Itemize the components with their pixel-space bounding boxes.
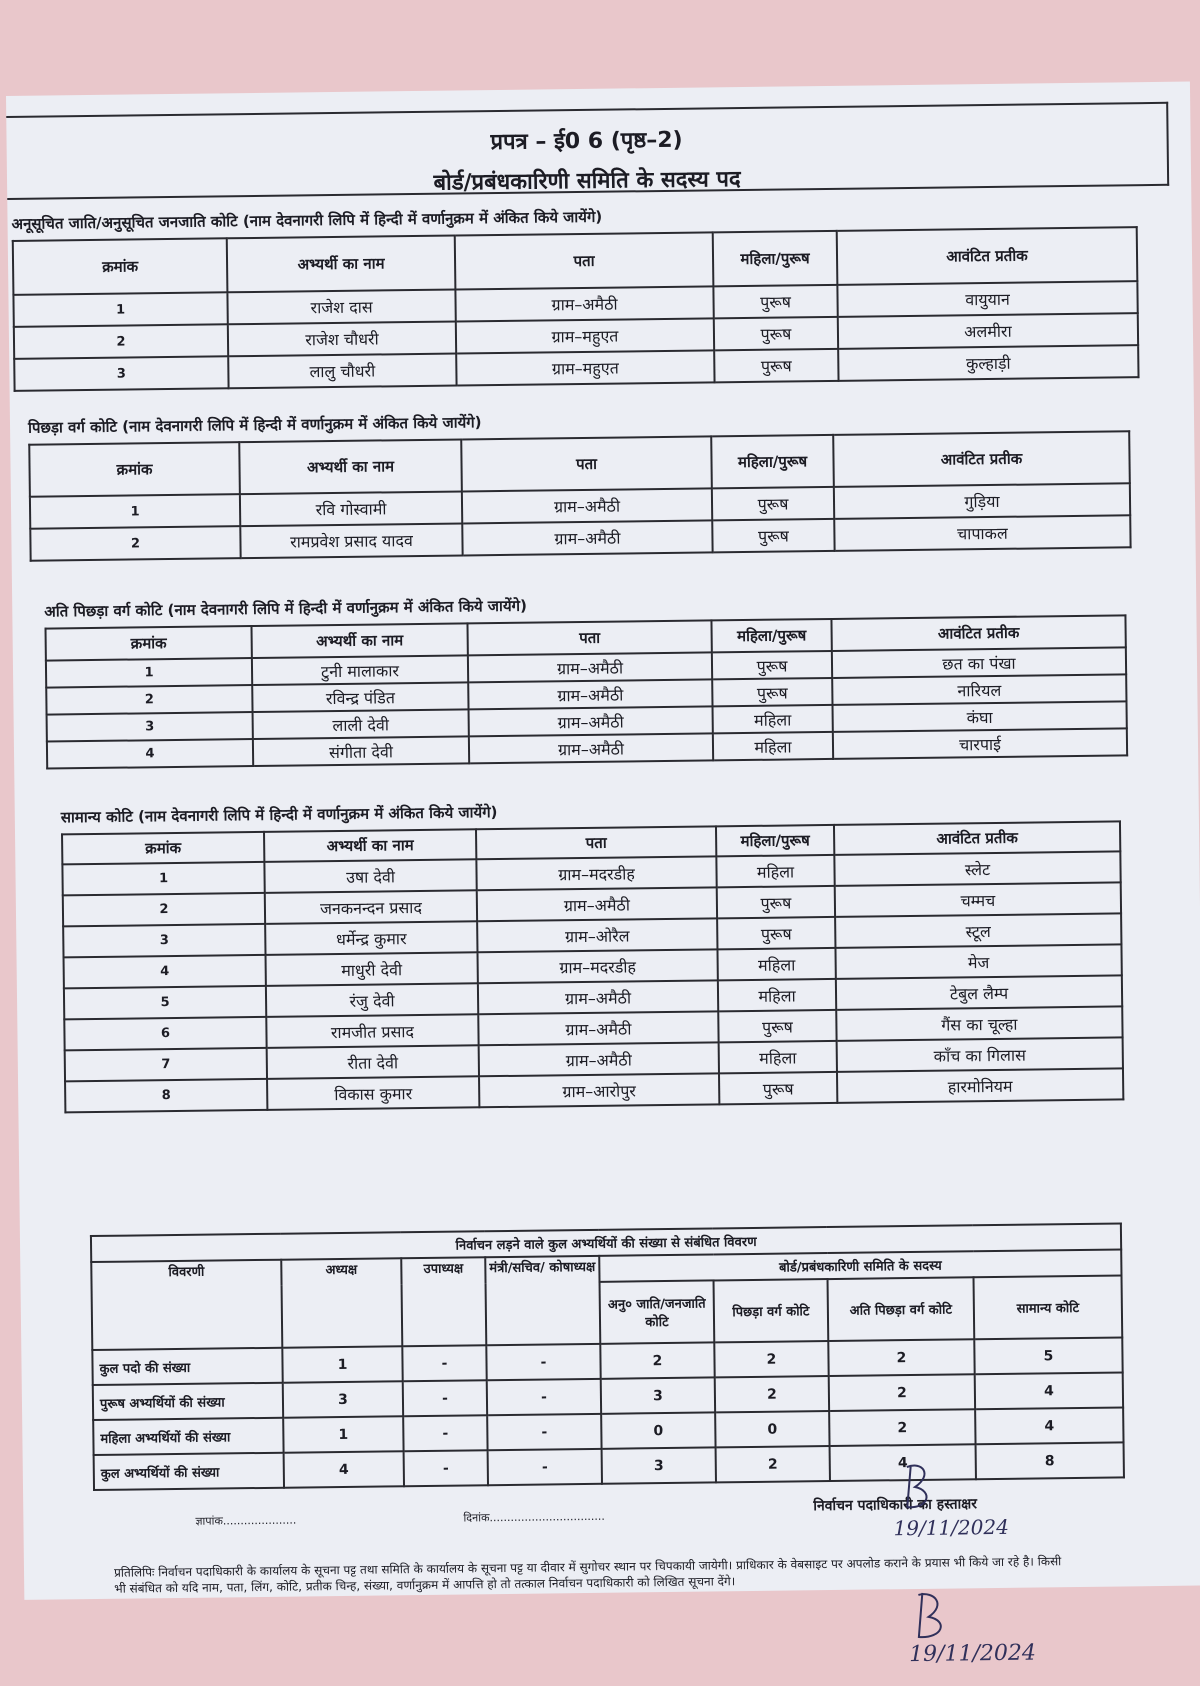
allotted-symbol: गैंस का चूल्हा [836,1006,1122,1040]
summary-value-minister: - [488,1449,602,1485]
summary-row-label: पुरूष अभ्यर्थियों की संख्या [93,1383,283,1420]
summary-col-ebc: अति पिछड़ा वर्ग कोटि [828,1277,975,1341]
summary-col-board: बोर्ड/प्रबंधकारिणी समिति के सदस्य [599,1249,1121,1281]
summary-col-bc: पिछड़ा वर्ग कोटि [714,1279,829,1342]
form-number: प्रपत्र – ई0 6 (पृष्ठ–2) [490,127,683,156]
candidate-name: रामजीत प्रसाद [266,1014,478,1048]
serial-number: 2 [46,685,252,715]
serial-number: 7 [65,1048,267,1081]
allotted-symbol: चापाकल [834,515,1130,551]
candidate-name: लाली देवी [253,709,469,739]
signature-1-date: 19/11/2024 [893,1514,1009,1541]
col-name: अभ्यर्थी का नाम [227,236,456,293]
summary-value-backward: 2 [715,1376,829,1412]
summary-value-general: 5 [974,1337,1122,1374]
ebc-candidates-table [44,614,1128,769]
candidate-name: रंजु देवी [266,983,478,1017]
summary-value-president: 4 [284,1451,404,1487]
signature-2-scribble [904,1589,1045,1671]
summary-value-vice-president: - [404,1450,488,1486]
candidate-name: राजेश दास [227,290,455,325]
candidate-gender: महिला [718,979,836,1011]
summary-title: निर्वाचन लड़ने वाले कुल अभ्यर्थियों की संख्या से संबंधित विवरण [91,1223,1121,1262]
col-address: पता [476,826,716,859]
allotted-symbol: चारपाई [833,728,1127,759]
candidate-address: ग्राम–ओरैल [477,918,717,952]
section-heading-sc-st: अनूसूचित जाति/अनुसूचित जनजाति कोटि (नाम देवनागरी लिपि में हिन्दी में वर्णानुक्रम में अंकित किये जायेंगे) [11,207,603,233]
candidate-gender: महिला [719,1041,837,1073]
col-sn: क्रमांक [13,238,228,295]
summary-value-scst: 0 [601,1412,715,1448]
candidate-name: लालु चौधरी [228,354,456,389]
col-symbol: आवंटित प्रतीक [831,615,1125,651]
col-gender: महिला/पुरूष [711,435,834,488]
candidate-name: टुनी मालाकार [252,655,468,685]
summary-value-ebc: 2 [829,1409,975,1446]
allotted-symbol: मेज [835,944,1121,978]
summary-row-label: कुल अभ्यर्थियों की संख्या [94,1453,284,1490]
candidate-name: माधुरी देवी [266,952,478,986]
candidate-name: उषा देवी [264,859,476,893]
allotted-symbol: कंघा [833,701,1127,732]
candidate-gender: पुरूष [719,1072,837,1104]
candidate-gender: पुरूष [712,651,832,679]
summary-value-scst: 3 [601,1377,715,1413]
date-label: दिनांक................................. [463,1509,605,1525]
summary-value-backward: 0 [715,1411,829,1447]
section-heading-backward: पिछड़ा वर्ग कोटि (नाम देवनागरी लिपि में हिन्दी में वर्णानुक्रम में अंकित किये जायेंगे) [27,413,482,437]
candidate-name: संगीता देवी [253,736,469,766]
allotted-symbol: कुल्हाड़ी [838,345,1138,381]
signature-2-date: 19/11/2024 [908,1640,1037,1668]
candidate-address: ग्राम–अमैठी [455,286,713,321]
candidate-address: ग्राम–अमैठी [478,1011,718,1045]
candidate-gender: पुरूष [717,917,835,949]
col-gender: महिला/पुरूष [716,825,834,856]
serial-number: 5 [64,986,266,1019]
allotted-symbol: स्टूल [835,913,1121,947]
col-symbol: आवंटित प्रतीक [834,821,1120,854]
backward-candidates-table [28,430,1131,561]
summary-table [90,1222,1125,1491]
serial-number: 1 [62,862,264,895]
summary-col-scst: अनु० जाति/जनजाति कोटि [600,1280,715,1343]
col-name: अभ्यर्थी का नाम [239,439,462,494]
serial-number: 8 [65,1079,267,1112]
summary-value-minister: - [487,1414,601,1450]
allotted-symbol: गुड़िया [834,483,1130,519]
candidate-name: धर्मेन्द्र कुमार [265,921,477,955]
candidate-name: राजेश चौधरी [228,322,456,357]
summary-value-president: 1 [283,1416,403,1452]
summary-value-minister: - [486,1344,600,1380]
serial-number: 6 [64,1017,266,1050]
summary-value-vice-president: - [403,1380,487,1416]
candidate-gender: पुरूष [712,519,834,552]
candidate-address: ग्राम–अमैठी [478,980,718,1014]
summary-value-minister: - [487,1379,601,1415]
col-sn: क्रमांक [29,442,240,497]
serial-number: 4 [47,739,253,769]
col-gender: महिला/पुरूष [711,619,831,652]
summary-col-gen: सामान्य कोटि [974,1275,1123,1339]
summary-value-ebc: 2 [828,1339,974,1376]
summary-value-scst: 2 [600,1342,714,1378]
allotted-symbol: नारियल [832,674,1126,705]
summary-value-ebc: 2 [829,1374,975,1411]
col-symbol: आवंटित प्रतीक [837,227,1138,285]
candidate-name: जनकनन्दन प्रसाद [265,890,477,924]
summary-value-vice-president: - [402,1345,486,1381]
memo-number-label: ज्ञापांक..................... [195,1513,297,1528]
candidate-name: रामप्रवेश प्रसाद यादव [240,523,462,558]
page-title: बोर्ड/प्रबंधकारिणी समिति के सदस्य पद [433,167,741,196]
serial-number: 3 [47,712,253,742]
general-candidates-table [61,820,1124,1113]
summary-value-backward: 2 [716,1446,830,1482]
candidate-gender: पुरूष [713,285,837,319]
candidate-address: ग्राम–महुएत [456,318,714,353]
serial-number: 1 [30,494,240,529]
summary-value-president: 3 [283,1381,403,1417]
serial-number: 3 [63,924,265,957]
copy-note: प्रतिलिपिः निर्वाचन पदाधिकारी के कार्यालय के सूचना पट्ट तथा समिति के कार्यालय के सूचना पट्ट या दीवार में सुगोचर स्थान पर चिपकायी जायेगी। प्राधिकार के वेबसाइट पर अपलोड कराने के प्रयास भी किये जा रहे है। किसी भी संबंधित को यदि नाम, पता, लिंग, कोटि, प्रतीक चिन्ह, संख्या, वर्णानुक्रम में आपत्ति हो तो तत्काल निर्वाचन पदाधिकारी को लिखित सूचना देंगे। [113,1554,1062,1596]
signature-1 [893,1460,1014,1541]
candidate-address: ग्राम–अमैठी [469,733,713,763]
summary-value-ebc: 4 [830,1444,976,1481]
allotted-symbol: अलमीरा [838,313,1138,349]
signature-1-scribble [893,1460,1014,1541]
col-address: पता [467,620,711,655]
col-address: पता [461,436,712,491]
allotted-symbol: चम्मच [835,882,1121,916]
summary-value-scst: 3 [602,1447,716,1483]
candidate-gender: पुरूष [712,487,834,520]
summary-value-vice-president: - [403,1415,487,1451]
col-name: अभ्यर्थी का नाम [264,829,476,862]
candidate-gender: महिला [713,732,833,760]
candidate-name: विकास कुमार [267,1076,479,1110]
serial-number: 1 [46,658,252,688]
col-sn: क्रमांक [46,626,252,661]
summary-col-president: अध्यक्ष [281,1258,402,1347]
candidate-gender: पुरूष [718,1010,836,1042]
col-address: पता [455,232,714,289]
summary-value-general: 4 [975,1372,1123,1409]
allotted-symbol: स्लेट [834,851,1120,885]
serial-number: 2 [30,526,240,561]
allotted-symbol: काँच का गिलास [837,1037,1123,1071]
candidate-gender: महिला [716,855,834,887]
summary-value-general: 8 [976,1442,1124,1479]
allotted-symbol: छत का पंखा [832,647,1126,678]
candidate-address: ग्राम–अमैठी [462,488,712,523]
serial-number: 3 [14,356,228,391]
signature-label: निर्वाचन पदाधिकारी का हस्ताक्षर [813,1496,978,1515]
candidate-address: ग्राम–अमैठी [469,706,713,736]
summary-row-label: कुल पदो की संख्या [92,1348,282,1385]
candidate-address: ग्राम–महुएत [456,350,714,385]
candidate-address: ग्राम–मदरडीह [477,949,717,983]
candidate-gender: पुरूष [717,886,835,918]
allotted-symbol: हारमोनियम [837,1068,1123,1102]
candidate-address: ग्राम–आरोपुर [479,1073,719,1107]
summary-col-minister: मंत्री/सचिव/ कोषाध्यक्ष [485,1256,600,1345]
notice-paper [6,82,1200,1668]
candidate-gender: पुरूष [714,317,838,351]
candidate-address: ग्राम–अमैठी [479,1042,719,1076]
section-heading-general: सामान्य कोटि (नाम देवनागरी लिपि में हिन्दी में वर्णानुक्रम में अंकित किये जायेंगे) [60,803,498,827]
serial-number: 1 [13,292,227,327]
candidate-gender: पुरूष [714,349,838,383]
col-name: अभ्यर्थी का नाम [251,623,467,658]
section-heading-ebc: अति पिछड़ा वर्ग कोटि (नाम देवनागरी लिपि में हिन्दी में वर्णानुक्रम में अंकित किये जायेंगे) [44,596,528,621]
serial-number: 2 [63,893,265,926]
summary-row-label: महिला अभ्यर्थियों की संख्या [93,1418,283,1455]
candidate-name: रवि गोस्वामी [240,491,462,526]
col-sn: क्रमांक [62,832,264,864]
summary-col-detail: विवरणी [91,1260,282,1350]
candidate-gender: महिला [713,705,833,733]
serial-number: 4 [64,955,266,988]
signature-2 [904,1589,1045,1671]
col-gender: महिला/पुरूष [713,231,838,287]
summary-value-backward: 2 [714,1341,828,1377]
candidate-address: ग्राम–अमैठी [468,652,712,682]
candidate-address: ग्राम–अमैठी [462,520,712,555]
allotted-symbol: टेबुल लैम्प [836,975,1122,1009]
candidate-gender: पुरूष [712,678,832,706]
serial-number: 2 [14,324,228,359]
candidate-name: रविन्द्र पंडित [252,682,468,712]
candidate-address: ग्राम–अमैठी [477,887,717,921]
summary-value-president: 1 [282,1346,402,1382]
candidate-address: ग्राम–मदरडीह [476,856,716,890]
candidate-name: रीता देवी [267,1045,479,1079]
summary-value-general: 4 [975,1407,1123,1444]
candidate-address: ग्राम–अमैठी [468,679,712,709]
sc-st-candidates-table [12,226,1140,392]
col-symbol: आवंटित प्रतीक [833,431,1130,487]
allotted-symbol: वायुयान [837,281,1137,317]
candidate-gender: महिला [717,948,835,980]
summary-col-vice: उपाध्यक्ष [401,1257,486,1346]
